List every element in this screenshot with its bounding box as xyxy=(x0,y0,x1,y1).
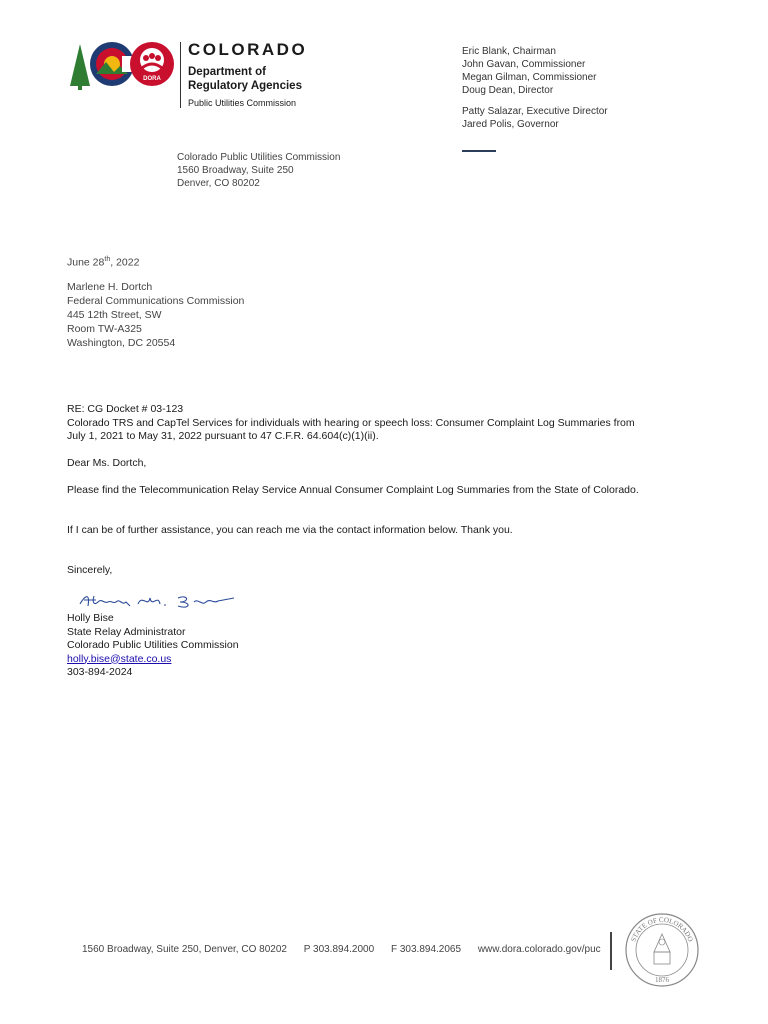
salutation: Dear Ms. Dortch, xyxy=(67,457,147,469)
signer-name: Holly Bise xyxy=(67,612,114,624)
logo-department xyxy=(188,65,302,93)
return-address-line: Colorado Public Utilities Commission xyxy=(177,152,341,163)
logo-dept-line1: Department of xyxy=(188,66,266,78)
recipient-line: Washington, DC 20554 xyxy=(67,337,176,349)
handwritten-signature-icon xyxy=(78,590,238,612)
recipient-line: Marlene H. Dortch xyxy=(67,281,153,293)
official-line: Eric Blank, Chairman xyxy=(462,46,556,57)
return-address-line: 1560 Broadway, Suite 250 xyxy=(177,165,294,176)
signer-organization: Colorado Public Utilities Commission xyxy=(67,639,239,651)
footer-divider xyxy=(610,932,612,970)
signer-email-link[interactable]: holly.bise@state.co.us xyxy=(67,652,172,665)
logo-divider xyxy=(180,42,181,108)
official-line: Megan Gilman, Commissioner xyxy=(462,72,597,83)
return-address-line: Denver, CO 80202 xyxy=(177,178,260,189)
logo-dept-line2: Regulatory Agencies xyxy=(188,80,302,92)
recipient-line: 445 12th Street, SW xyxy=(67,309,162,321)
dora-logo xyxy=(70,40,320,112)
logo-division: Public Utilities Commission xyxy=(188,98,297,108)
body-paragraph: If I can be of further assistance, you can reach me via the contact information below. Thank you. xyxy=(67,524,513,536)
letter-date xyxy=(67,253,139,270)
footer-fax: F 303.894.2065 xyxy=(390,944,462,955)
recipient-line: Room TW-A325 xyxy=(67,323,142,335)
state-seal-icon xyxy=(624,912,700,988)
recipient-address xyxy=(67,280,244,350)
signer-title: State Relay Administrator xyxy=(67,625,186,638)
footer-address: 1560 Broadway, Suite 250, Denver, CO 80202 xyxy=(82,944,287,955)
official-line: Doug Dean, Director xyxy=(462,85,554,96)
dora-badge-text: DORA xyxy=(143,76,161,82)
official-line: John Gavan, Commissioner xyxy=(462,59,586,70)
date-year: , 2022 xyxy=(110,256,140,269)
executive-line: Jared Polis, Governor xyxy=(462,119,559,130)
date-text: June 28 xyxy=(67,256,105,269)
subject-line: RE: CG Docket # 03-123 xyxy=(67,403,184,415)
signer-phone: 303-894-2024 xyxy=(67,666,133,678)
seal-year: 1876 xyxy=(655,976,669,984)
return-address xyxy=(177,151,340,190)
recipient-line: Federal Communications Commission xyxy=(67,295,245,307)
closing: Sincerely, xyxy=(67,564,113,576)
signer-block xyxy=(67,612,239,680)
executive-line: Patty Salazar, Executive Director xyxy=(462,106,608,117)
subject-block xyxy=(67,403,647,444)
footer-website: www.dora.colorado.gov/puc xyxy=(477,944,601,955)
logo-title: COLORADO xyxy=(188,40,308,59)
date-ordinal: th xyxy=(104,256,111,263)
subject-detail: Colorado TRS and CapTel Services for individuals with hearing or speech loss: Consumer Complaint Log Summaries from July 1, 2021 to May 31, 2022 pursuant to 47 C.F.R. 64.604(c)(1)(ii). xyxy=(67,416,635,442)
footer-contact xyxy=(82,944,615,955)
accent-rule xyxy=(462,150,496,152)
colorado-dora-logo-icon xyxy=(70,40,180,112)
officials-list xyxy=(462,45,608,131)
body-paragraph: Please find the Telecommunication Relay Service Annual Consumer Complaint Log Summaries from the State of Colorado. xyxy=(67,484,639,496)
seal-top-text: STATE OF COLORADO xyxy=(629,915,695,943)
footer-phone: P 303.894.2000 xyxy=(303,944,375,955)
